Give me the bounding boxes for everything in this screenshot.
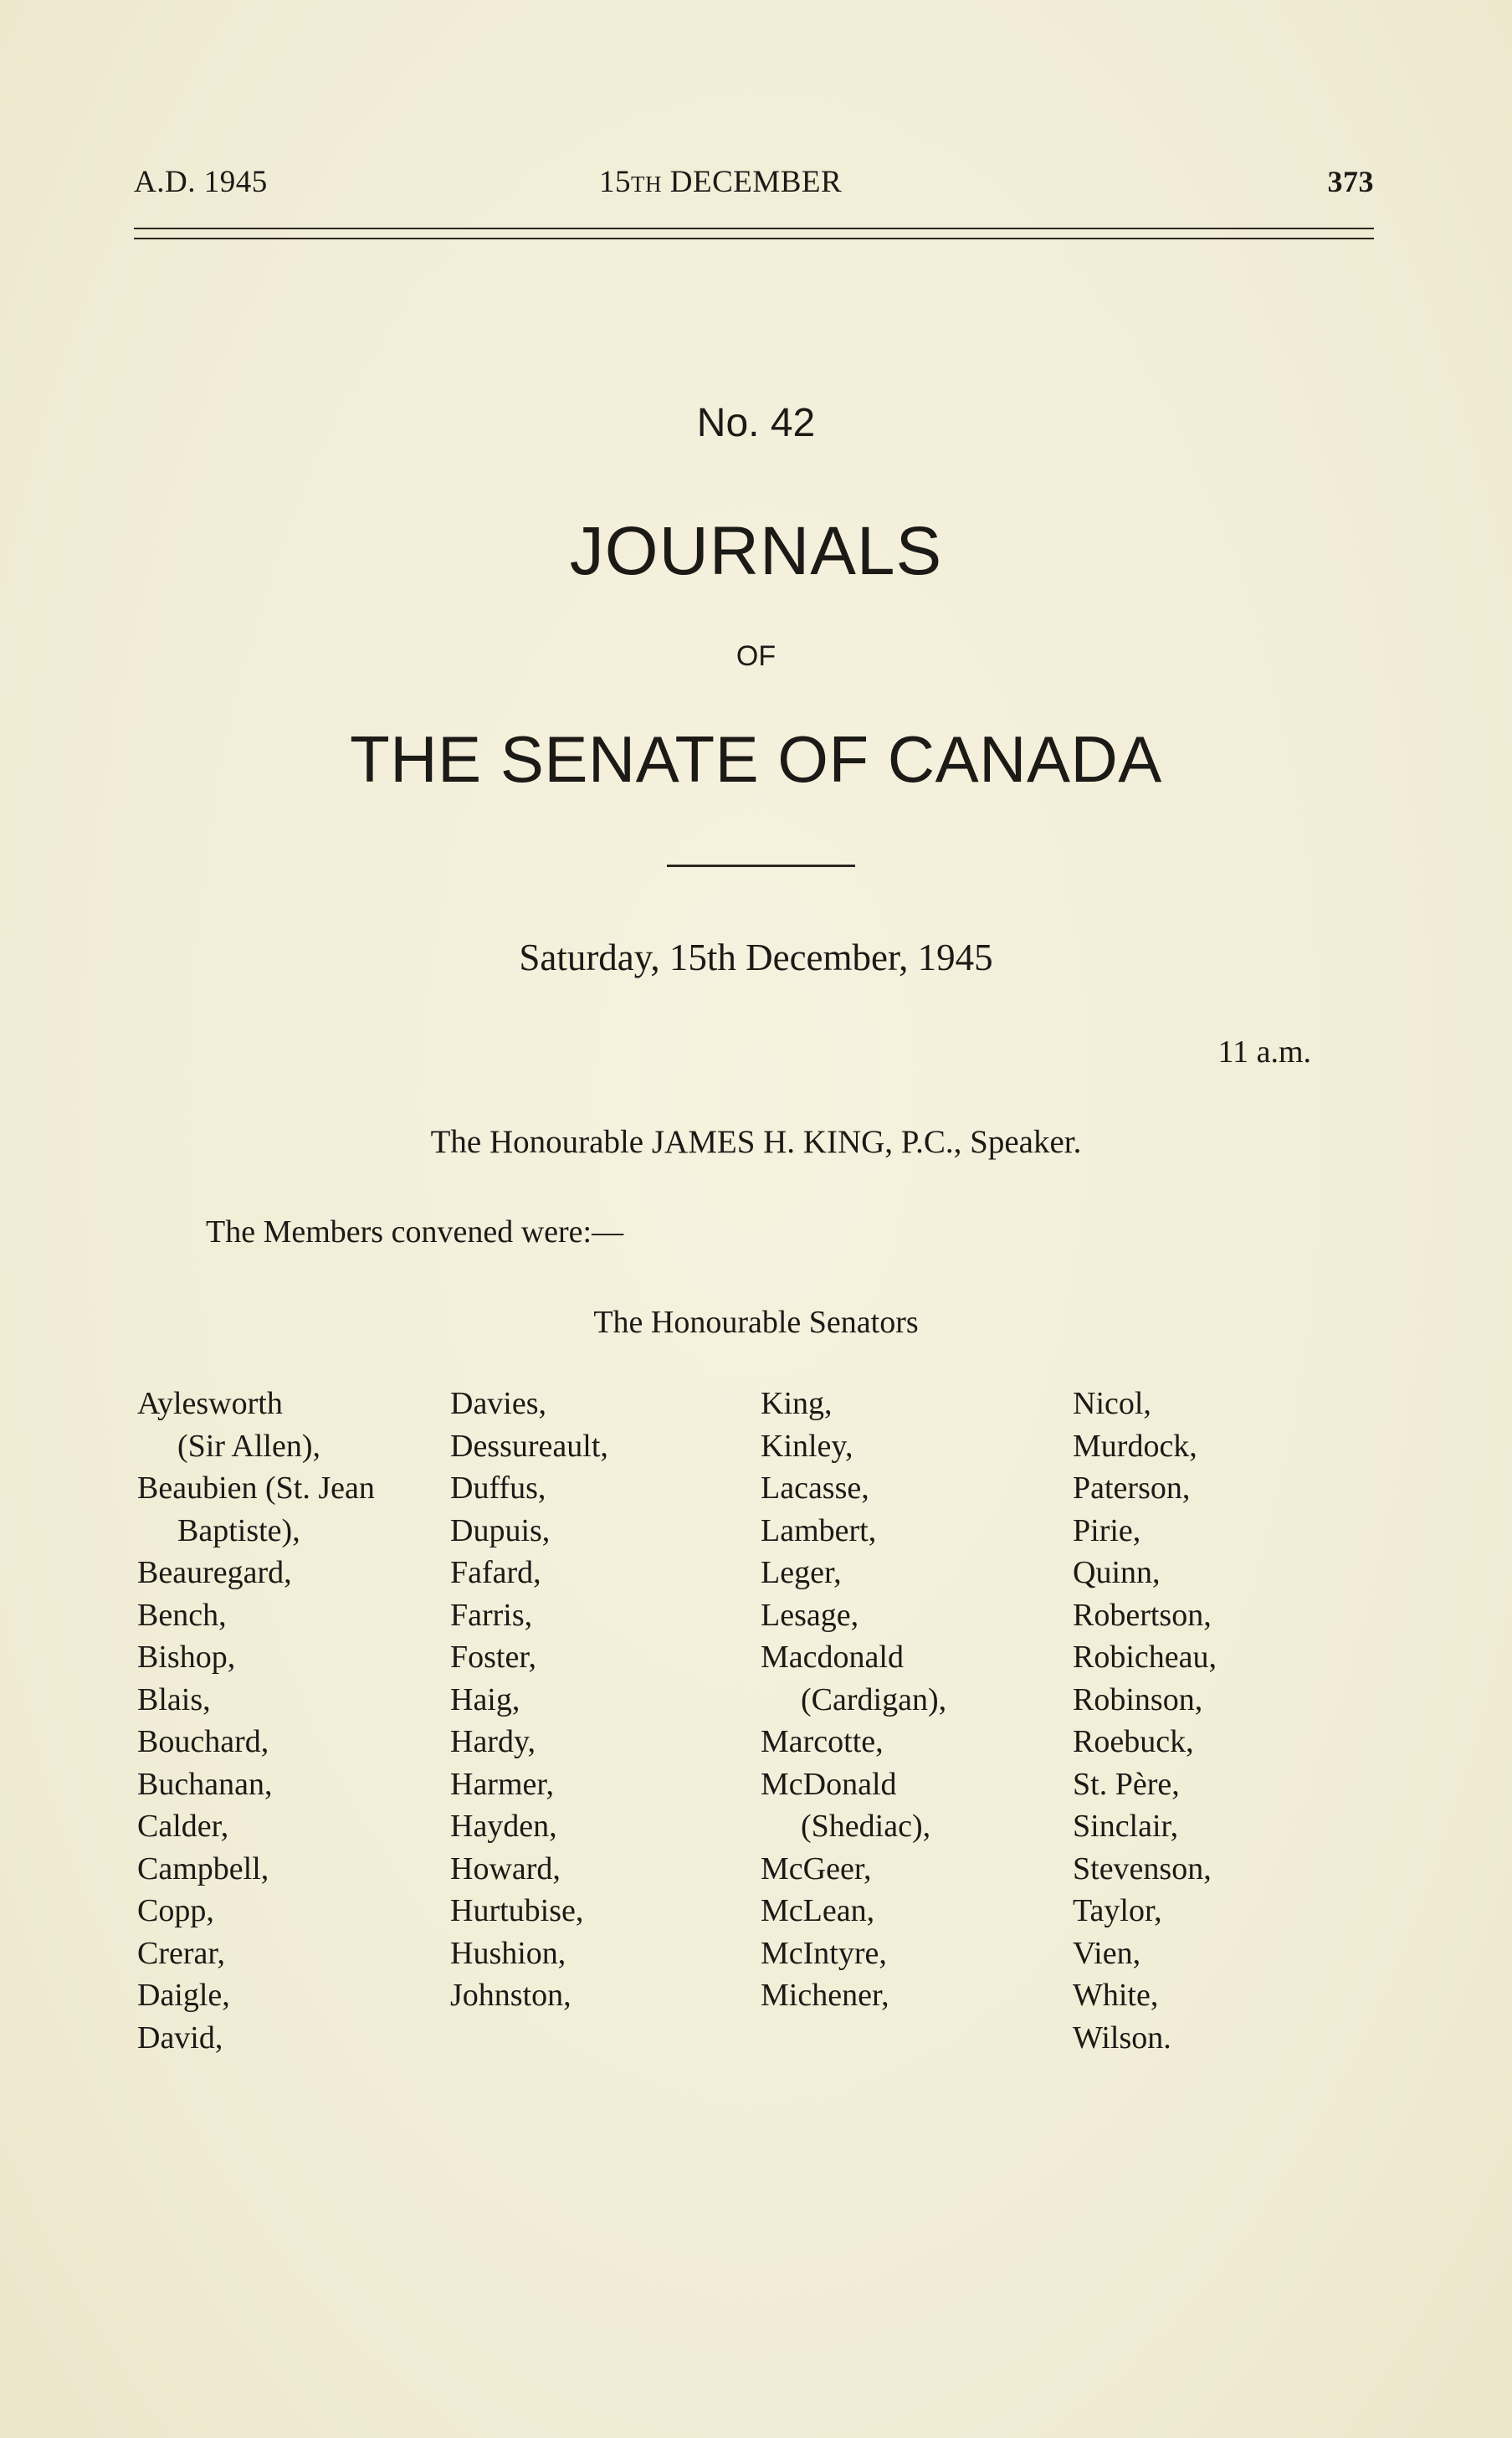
senator-name: Bench,: [137, 1597, 227, 1633]
senate-title: THE SENATE OF CANADA: [350, 722, 1162, 796]
page-number: 373: [1327, 165, 1374, 198]
senator-name: Paterson,: [1073, 1470, 1191, 1506]
running-head-month: DECEMBER: [662, 165, 843, 199]
senator-name: Robertson,: [1073, 1597, 1212, 1633]
senator-name: Howard,: [450, 1850, 561, 1886]
running-head-day: 15: [599, 165, 631, 199]
senator-name: Michener,: [761, 1978, 889, 2013]
sitting-date: Saturday, 15th December, 1945: [519, 937, 993, 978]
senator-name: Sinclair,: [1073, 1809, 1179, 1844]
senator-name: Stevenson,: [1073, 1850, 1212, 1886]
senator-name: Nicol,: [1073, 1386, 1151, 1421]
sitting-time: 11 a.m.: [1217, 1034, 1311, 1070]
senator-name: Beaubien (St. Jean: [137, 1470, 375, 1506]
senator-name: Daigle,: [137, 1978, 230, 2013]
senator-name: Pirie,: [1073, 1512, 1141, 1548]
senator-name: Leger,: [761, 1555, 842, 1590]
senator-name: Harmer,: [450, 1766, 555, 1802]
senator-name: Campbell,: [137, 1850, 269, 1886]
senator-name: Foster,: [450, 1640, 536, 1675]
senator-name: David,: [137, 2020, 223, 2056]
running-head-date: [599, 164, 842, 200]
senator-name: Farris,: [450, 1597, 533, 1633]
senator-name: Lesage,: [761, 1597, 859, 1633]
senator-name: Quinn,: [1073, 1555, 1161, 1590]
senators-column-2: [450, 1383, 751, 2017]
senator-name: Dupuis,: [450, 1512, 551, 1548]
senator-name: Aylesworth: [137, 1386, 283, 1421]
senator-name: King,: [761, 1386, 833, 1421]
senators-column-3: [761, 1383, 1062, 2017]
senator-name: Bishop,: [137, 1640, 236, 1675]
senator-name: McIntyre,: [761, 1935, 887, 1971]
senators-list: [137, 1383, 1342, 2069]
senator-name-continued: (Shediac),: [801, 1809, 931, 1844]
senator-name: Calder,: [137, 1809, 229, 1844]
senator-name: Hushion,: [450, 1935, 566, 1971]
title-divider: [667, 865, 855, 867]
senators-column-4: [1073, 1383, 1349, 2059]
senator-name: Roebuck,: [1073, 1724, 1194, 1759]
senator-name: Davies,: [450, 1386, 547, 1421]
senator-name: Vien,: [1073, 1935, 1141, 1971]
journals-title: JOURNALS: [569, 513, 943, 589]
senator-name: Wilson.: [1073, 2020, 1171, 2056]
running-head-year: A.D. 1945: [134, 165, 268, 199]
senator-name: Macdonald: [761, 1640, 904, 1675]
senator-name: Beauregard,: [137, 1555, 292, 1590]
senator-name: Robicheau,: [1073, 1640, 1217, 1675]
senator-name: St. Père,: [1073, 1766, 1180, 1802]
header-double-rule: [134, 228, 1374, 239]
senator-name: White,: [1073, 1978, 1159, 2013]
senator-name-continued: (Cardigan),: [801, 1681, 947, 1717]
senator-name: Murdock,: [1073, 1428, 1197, 1464]
senator-name: Johnston,: [450, 1978, 571, 2013]
senator-name: Buchanan,: [137, 1766, 273, 1802]
of-word: OF: [735, 640, 777, 672]
senator-name: Fafard,: [450, 1555, 541, 1590]
senator-name: Blais,: [137, 1681, 211, 1717]
senator-name-continued: (Sir Allen),: [177, 1428, 320, 1464]
senator-name: Robinson,: [1073, 1681, 1203, 1717]
senator-name: Crerar,: [137, 1935, 226, 1971]
running-head-ordinal: TH: [631, 172, 662, 197]
senator-name: Dessureault,: [450, 1428, 608, 1464]
senator-name: Duffus,: [450, 1470, 546, 1506]
speaker-line: The Honourable JAMES H. KING, P.C., Speaker.: [430, 1124, 1082, 1160]
senators-column-1: [137, 1383, 438, 2059]
running-head: [134, 164, 1374, 206]
senator-name: McGeer,: [761, 1850, 872, 1886]
senator-name: Marcotte,: [761, 1724, 884, 1759]
senator-name: Hurtubise,: [450, 1893, 584, 1928]
senator-name: McLean,: [761, 1893, 875, 1928]
senator-name: Copp,: [137, 1893, 214, 1928]
members-intro: The Members convened were:—: [206, 1214, 624, 1250]
senators-heading: The Honourable Senators: [593, 1305, 919, 1340]
senator-name: Lacasse,: [761, 1470, 869, 1506]
senator-name: Lambert,: [761, 1512, 877, 1548]
senator-name: Hayden,: [450, 1809, 557, 1844]
senator-name: Hardy,: [450, 1724, 536, 1759]
journal-number: No. 42: [696, 401, 816, 445]
senator-name: McDonald: [761, 1766, 897, 1802]
senator-name: Kinley,: [761, 1428, 853, 1464]
senator-name: Haig,: [450, 1681, 520, 1717]
senator-name: Taylor,: [1073, 1893, 1162, 1928]
senator-name: Bouchard,: [137, 1724, 269, 1759]
senator-name-continued: Baptiste),: [177, 1512, 300, 1548]
